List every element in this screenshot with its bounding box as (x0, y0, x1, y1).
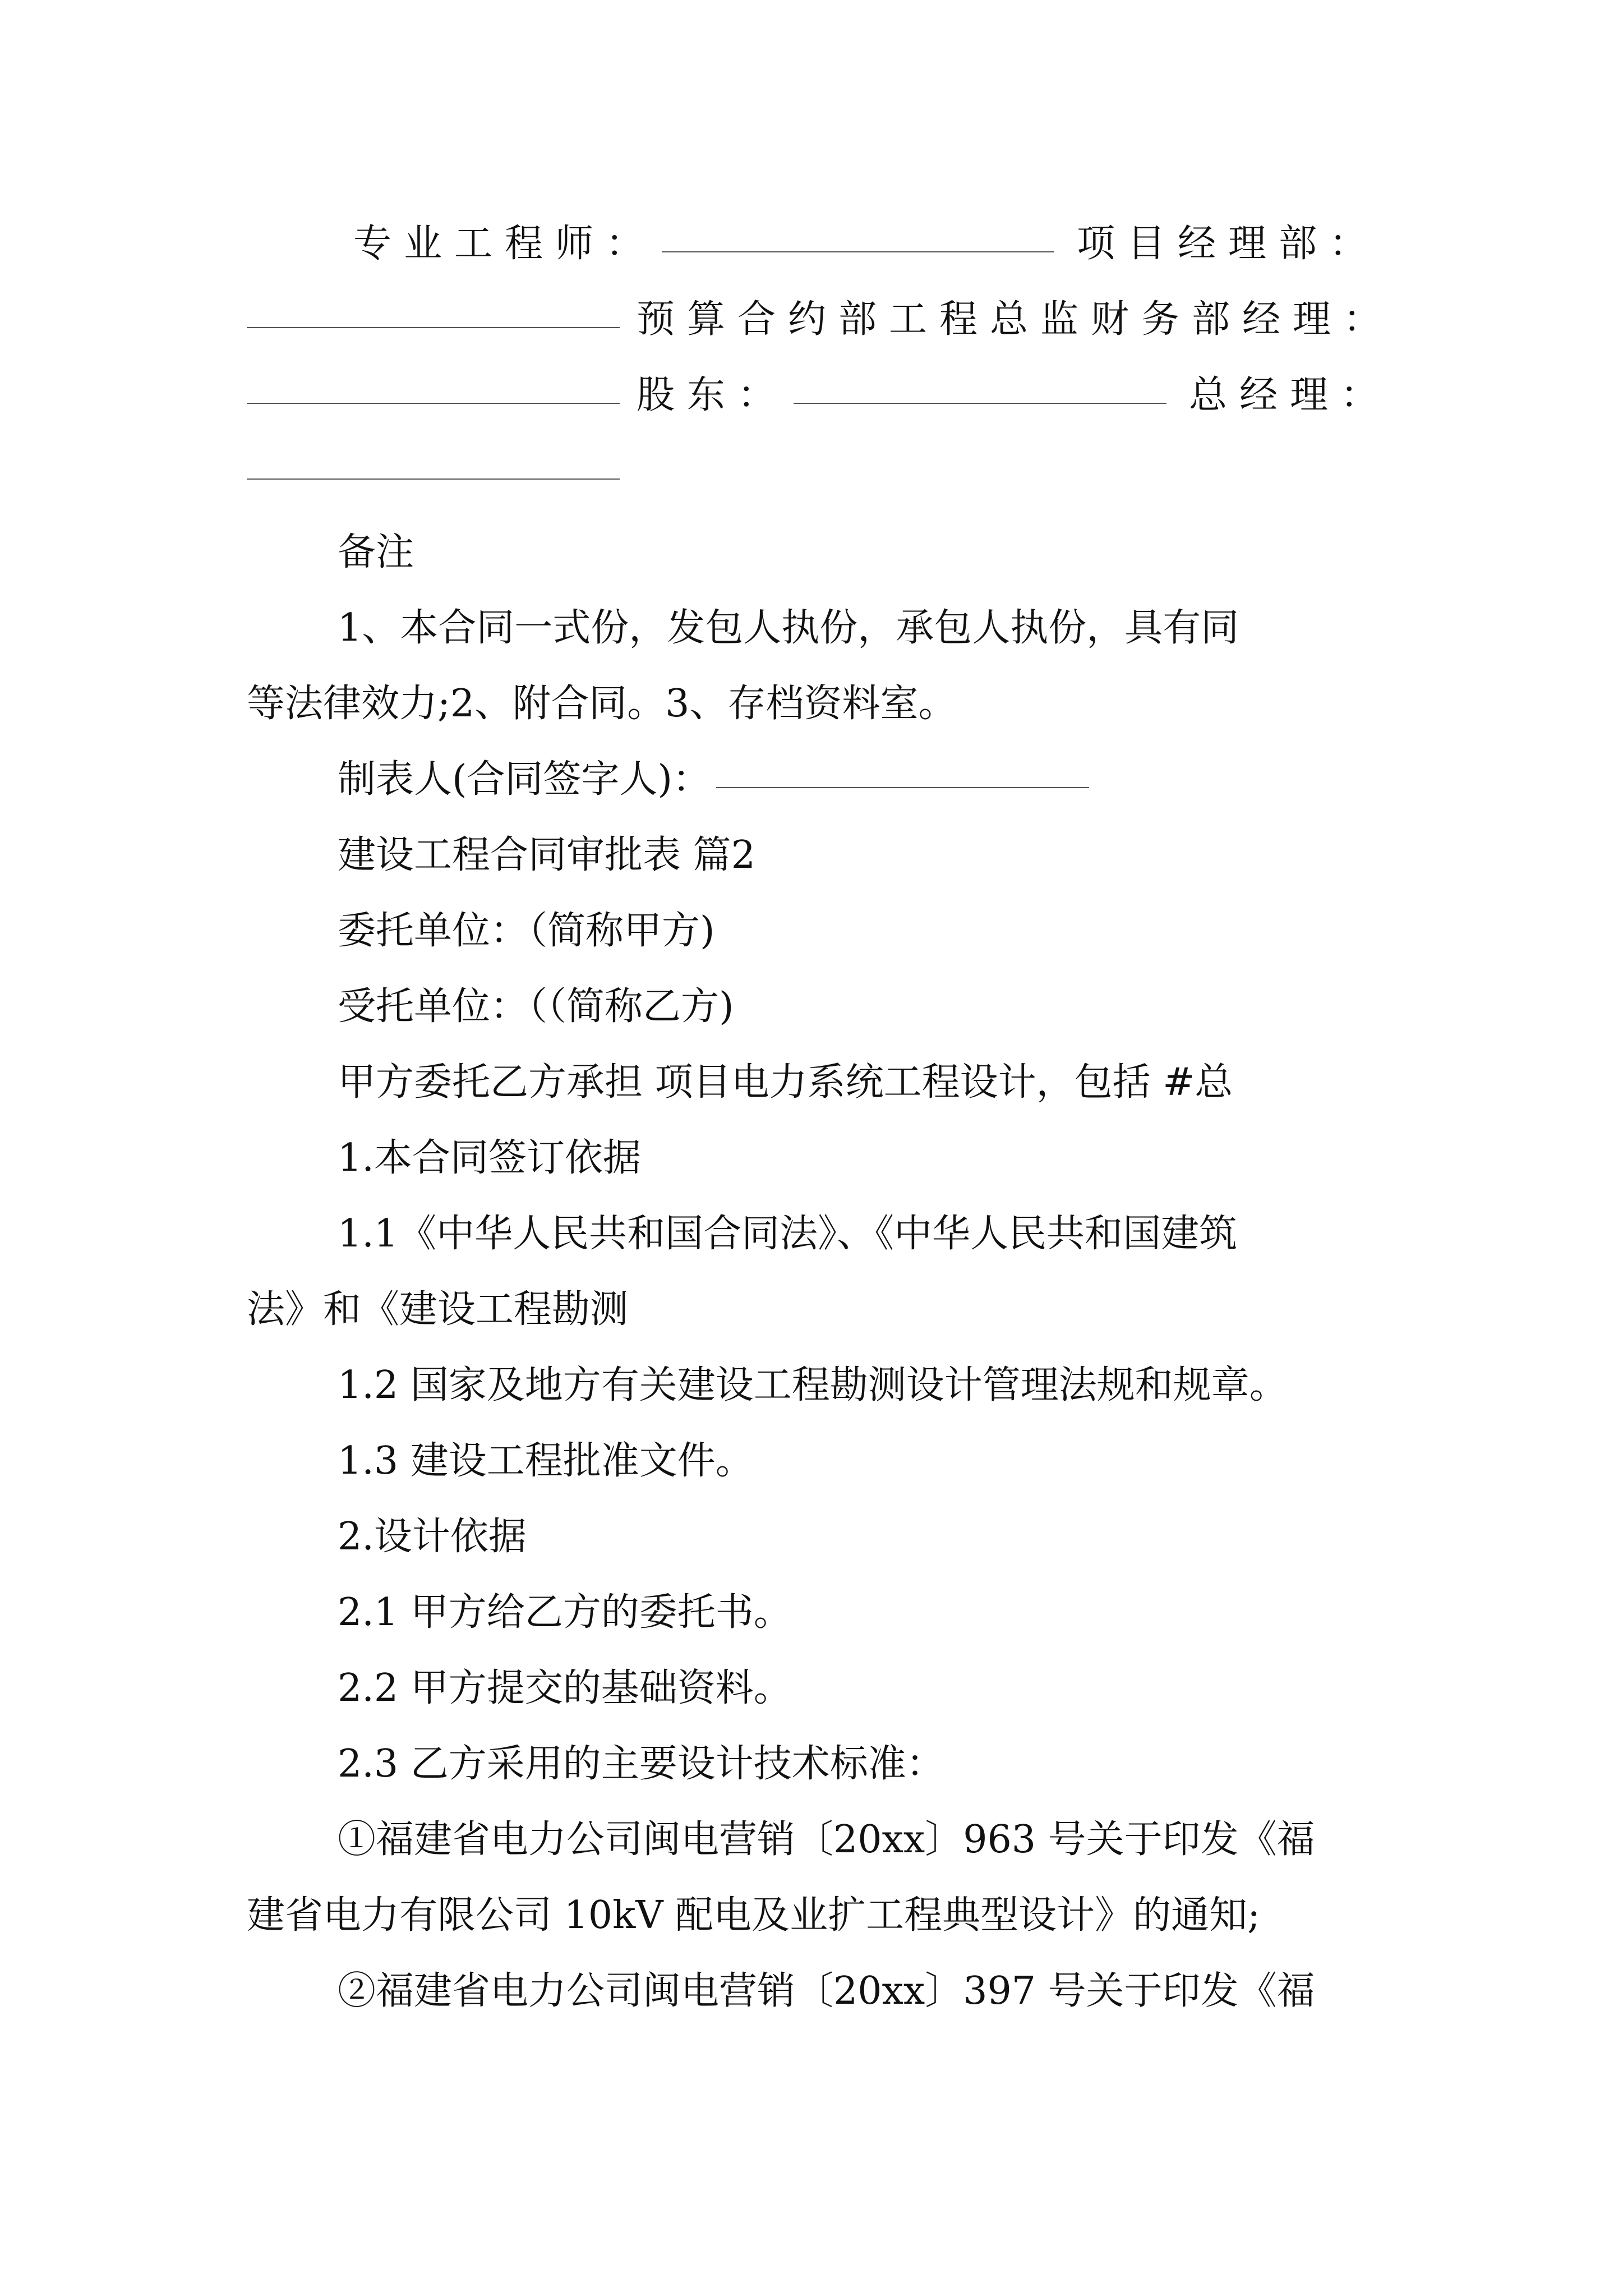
notes-heading: 备注 (338, 530, 414, 574)
client-unit: 委托单位：（简称甲方) (338, 909, 715, 953)
signature-row-2 (247, 295, 1394, 345)
design-heading: 2.设计依据 (338, 1515, 527, 1559)
budget-finance-signature-blank[interactable] (247, 370, 620, 404)
general-manager-label: 总经理： (1189, 373, 1391, 417)
standard-2-line-1: ②福建省电力公司闽电营销〔20xx〕397 号关于印发《福 (338, 1969, 1315, 2013)
basis-heading: 1.本合同签订依据 (338, 1136, 641, 1180)
signature-row-4 (247, 446, 620, 496)
signature-row-3 (247, 370, 1391, 421)
basis-1-2: 1.2 国家及地方有关建设工程勘测设计管理法规和规章。 (338, 1363, 1288, 1407)
engineer-label: 专业工程师： (353, 222, 657, 266)
general-manager-signature-blank[interactable] (247, 446, 620, 480)
shareholder-label: 股东： (637, 373, 789, 417)
standard-1-line-1: ①福建省电力公司闽电营销〔20xx〕963 号关于印发《福 (338, 1818, 1315, 1862)
design-2-1: 2.1 甲方给乙方的委托书。 (338, 1590, 792, 1635)
project-manager-label: 项目经理部： (1077, 222, 1380, 266)
section-title: 建设工程合同审批表 篇2 (338, 833, 755, 877)
shareholder-signature-blank[interactable] (794, 370, 1166, 404)
standard-1-line-2: 建省电力有限公司 10kV 配电及业扩工程典型设计》的通知; (247, 1893, 1260, 1938)
design-2-3: 2.3 乙方采用的主要设计技术标准： (338, 1742, 944, 1786)
preparer-label: 制表人(合同签字人)： (338, 757, 711, 802)
basis-1-1-line-1: 1.1《中华人民共和国合同法》、《中华人民共和国建筑 (338, 1212, 1238, 1256)
notes-item-1-line-2: 等法律效力;2、附合同。3、存档资料室。 (247, 682, 957, 726)
engineer-signature-blank[interactable] (662, 219, 1054, 252)
project-manager-signature-blank[interactable] (247, 295, 620, 328)
intro-paragraph: 甲方委托乙方承担 项目电力系统工程设计，包括 #总 (338, 1060, 1233, 1105)
preparer-signature-blank[interactable] (716, 754, 1089, 788)
signature-row-1 (353, 219, 1380, 269)
contractor-unit: 受托单位：（（简称乙方) (338, 984, 734, 1029)
basis-1-1-line-2: 法》和《建设工程勘测 (247, 1287, 629, 1332)
preparer-row (338, 754, 1089, 805)
design-2-2: 2.2 甲方提交的基础资料。 (338, 1666, 792, 1710)
notes-item-1-line-1: 1、本合同一式份，发包人执份，承包人执份，具有同 (338, 606, 1239, 650)
budget-finance-label: 预算合约部工程总监财务部经理： (637, 297, 1394, 342)
basis-1-3: 1.3 建设工程批准文件。 (338, 1439, 754, 1483)
